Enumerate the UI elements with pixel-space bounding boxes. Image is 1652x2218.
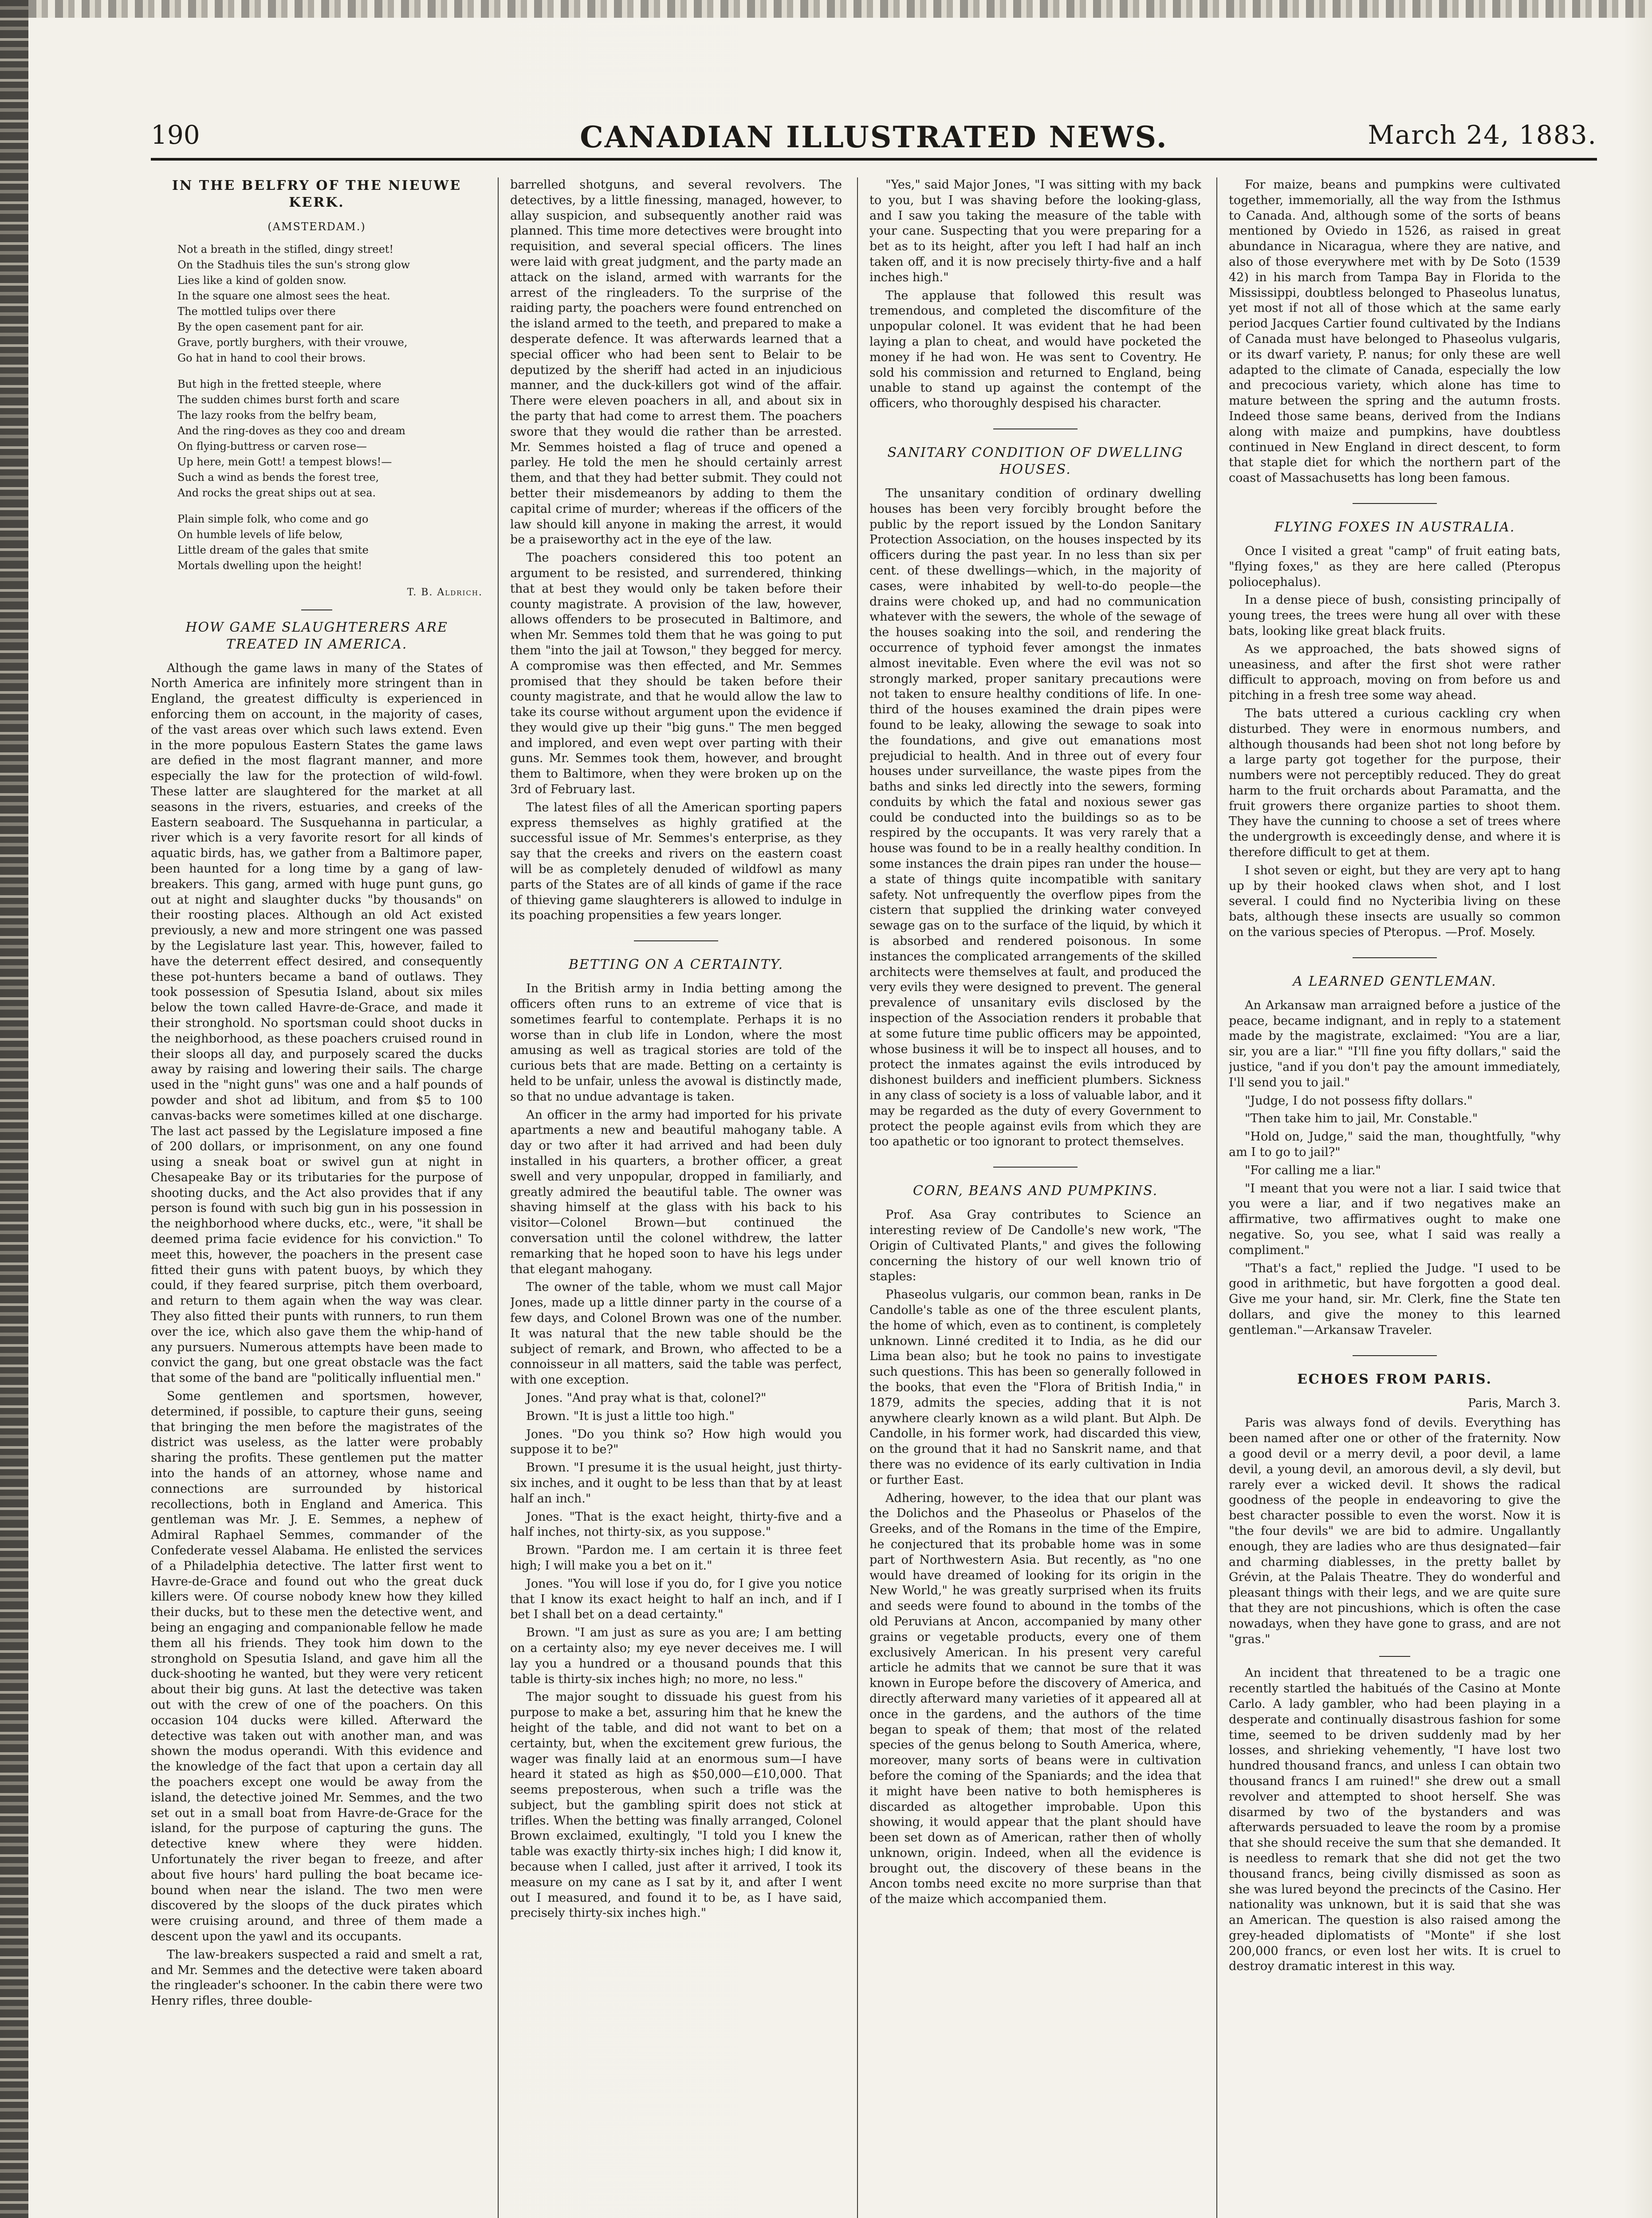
article-paragraph: barrelled shotguns, and several revolvers. The detectives, by a little finessing, managed, however, to allay suspicion, and subsequently another raid was planned. This time more detectives were brought into requisition, and several special officers. The lines were laid with great judgment, and the party made an attack on the island, armed with warrants for the arrest of the ringleaders. To the surprise of the raiding party, the poachers were found entrenched on the island armed to the teeth, and prepared to make a desperate defence. It was afterwards learned that a special officer who had been sent to Belair to be deputized by the sheriff had acted in an injudicious manner, and the duck-killers got wind of the affair. There were eleven poachers in all, and about six in the party that had come to arrest them. The poachers swore that they would die rather than be arrested. Mr. Semmes hoisted a flag of truce and opened a parley. He told the men he should certainly arrest them, and that they had better submit. They could not better their misdemeanors by adding to them the capital crime of murder; whereas if the officers of the law should kill anyone in making the arrest, it would be a praiseworthy act in the eye of the law.: [510, 178, 842, 547]
poem-line: And rocks the great ships out at sea.: [177, 486, 376, 499]
poem-line: Plain simple folk, who come and go: [177, 512, 369, 525]
column-divider: [857, 177, 858, 2218]
article-paragraph: Some gentlemen and sportsmen, however, determined, if possible, to capture their guns, seeing that bringing the men before the magistrates of the district was useless, as the latter were probably sharing the profits. These gentlemen put the matter into the hands of an attorney, whose name and connections are surrounded by historical recollections, both in England and America. This gentleman was Mr. J. E. Semmes, a nephew of Admiral Raphael Semmes, commander of the Confederate vessel Alabama. He enlisted the services of a Philadelphia detective. The latter first went to Havre-de-Grace and found out who the great duck killers were. Of course nobody knew how they killed their ducks, but to these men the detective went, and being an engaging and companionable fellow he made them all his friends. They took him down to the stronghold on Spesutia Island, and gave him all the duck-shooting he wanted, but they were very reticent about their big guns. At last the detective was taken out with the crew of one of the poachers. On this occasion 104 ducks were killed. Afterward the detective was taken out with another man, and was shown the modus operandi. With this evidence and the knowledge of the fact that upon a certain day all the poachers except one would be away from the island, the detective joined Mr. Semmes, and the two set out in a small boat from Havre-de-Grace for the island, for the purpose of capturing the guns. The detective knew where they were hidden. Unfortunately the river began to freeze, and after about five hours' hard pulling the boat became ice-bound when near the island. The two men were discovered by the sloops of the duck pirates which were cruising around, and three of them made a descent upon the yawl and its occupants.: [151, 1389, 483, 1943]
article-paragraph: Jones. "That is the exact height, thirty-five and a half inches, not thirty-six, as you suppose.": [510, 1510, 842, 1539]
poem-title: IN THE BELFRY OF THE NIEUWE KERK.: [172, 178, 462, 210]
masthead-rule: [151, 158, 1597, 161]
poem-line: Little dream of the gales that smite: [177, 543, 369, 556]
poem-line: In the square one almost sees the heat.: [177, 289, 390, 302]
article-paragraph: The latest files of all the American sporting papers express themselves as highly gratified at the successful issue of Mr. Semmes's enterprise, as they say that the creeks and rivers on the eastern coast will be as completely denuded of wildfowl as many parts of the States are of all kinds of game if the race of thieving game slaughterers is allowed to indulge in its poaching propensities a few years longer.: [510, 800, 842, 923]
column-divider: [1216, 177, 1217, 2218]
article-paragraph: "I meant that you were not a liar. I said twice that you were a liar, and if two negatives make an affirmative, two affirmatives ought to make one negative. So, you see, what I said was really a compliment.": [1229, 1181, 1561, 1257]
article-paragraph: An Arkansaw man arraigned before a justice of the peace, became indignant, and in reply to a statement made by the magistrate, exclaimed: "You are a liar, sir, you are a liar." "I'll fine you fifty dollars," said the justice, "and if you don't pay the amount immediately, I'll send you to jail.": [1229, 998, 1561, 1089]
poem-line: On flying-buttress or carven rose—: [177, 440, 367, 452]
separator-rule: [634, 940, 718, 941]
poem-subtitle: (AMSTERDAM.): [267, 220, 366, 233]
masthead: [151, 120, 1597, 160]
poem-line: The lazy rooks from the belfry beam,: [177, 409, 377, 421]
article-title: ECHOES FROM PARIS.: [1297, 1371, 1492, 1387]
separator-rule: [1379, 1656, 1410, 1657]
article-paragraph: The law-breakers suspected a raid and smelt a rat, and Mr. Semmes and the detective were taken aboard the ringleader's schooner. In the cabin there were two Henry rifles, three double-: [151, 1947, 483, 2008]
article-paragraph: Phaseolus vulgaris, our common bean, ranks in De Candolle's table as one of the three esculent plants, the home of which, even as to continent, is completely unknown. Linné credited it to India, as he did our Lima bean also; but he took no pains to investigate such questions. This has been so generally followed in the books, that even the "Flora of British India," in 1879, admits the species, adding that it is not anywhere clearly known as a wild plant. But Alph. De Candolle, in his former work, had discarded this view, on the ground that it had no Sanskrit name, and that there was no evidence of its early cultivation in India or further East.: [869, 1288, 1201, 1487]
article-paragraph: The applause that followed this result was tremendous, and completed the discomfiture of the unpopular colonel. It was evident that he had been laying a plan to cheat, and would have pocketed the money if he had won. He was sent to Coventry. He sold his commission and returned to England, being unable to stand up against the contempt of the officers, who thoroughly despised his character.: [869, 288, 1201, 411]
journal-title: CANADIAN ILLUSTRATED NEWS.: [580, 120, 1168, 154]
article-paragraph: Jones. "And pray what is that, colonel?": [526, 1391, 767, 1405]
column-4: [1229, 177, 1561, 2218]
article-paragraph: Adhering, however, to the idea that our plant was the Dolichos and the Phaseolus or Phaselos of the Greeks, and of the Romans in the time of the Empire, he conjectured that its probable home was in some part of Northwestern Asia. But recently, as "no one would have dreamed of looking for its origin in the New World," he was greatly surprised when its fruits and seeds were found to abound in the tombs of the old Peruvians at Ancon, accompanied by many other grains or vegetable products, every one of them exclusively American. In his present very careful article he admits that we cannot be sure that it was known in Europe before the discovery of America, and directly afterward many varieties of it appeared all at once in the gardens, and the authors of the time began to speak of them; that most of the related species of the genus belong to South America, where, moreover, many sorts of beans were in cultivation before the coming of the Spaniards; and the idea that it might have been native to both hemispheres is discarded as altogether improbable. Upon this showing, it would appear that the plant should have been set down as of American, rather then of wholly unknown, origin. Indeed, when all the evidence is brought out, the discovery of these beans in the Ancon tombs need excite no more surprise than that of the maize which accompanied them.: [869, 1491, 1201, 1907]
article-paragraph: The bats uttered a curious cackling cry when disturbed. They were in enormous numbers, and although thousands had been shot not long before by a large party got together for the purpose, their numbers were not perceptibly reduced. They do great harm to the fruit orchards about Paramatta, and the fruit growers there organize parties to shoot them. They have the cunning to choose a set of trees where the undergrowth is exceedingly dense, and where it is therefore difficult to get at them.: [1229, 706, 1561, 860]
article-paragraph: Although the game laws in many of the States of North America are infinitely more stringent than in England, the greatest difficulty is experienced in enforcing them on account, in the majority of cases, of the vast areas over which such laws extend. Even in the more populous Eastern States the game laws are defied in the most flagrant manner, and more especially the law for the protection of wild-fowl. These latter are slaughtered for the market at all seasons in the rivers, estuaries, and creeks of the Eastern seaboard. The Susquehanna in particular, a river which is a very favorite resort for all kinds of aquatic birds, has, we gather from a Baltimore paper, been haunted for a long time by a gang of law-breakers. This gang, armed with huge punt guns, go out at night and slaughter ducks "by thousands" on their roosting places. Although an old Act existed previously, a new and more stringent one was passed by the Legislature last year. This, however, failed to have the deterrent effect desired, and consequently these pot-hunters became a band of outlaws. They took possession of Spesutia Island, about six miles below the town called Havre-de-Grace, and made it their stronghold. No sportsman could shoot ducks in the neighborhood, as these poachers cruised round in their sloops all day, and purposely scared the ducks away by raising and lowering their sails. The charge used in the "night guns" was one and a half pounds of powder and shot ad libitum, and from $5 to 100 canvas-backs were sometimes killed at one discharge. The last act passed by the Legislature imposed a fine of 200 dollars, or imprisonment, on any one found using a sneak boat or swivel gun at night in Chesapeake Bay or its tributaries for the purpose of shooting ducks, and the Act also provides that if any person is found with such big gun in his possession in the neighborhood where ducks, etc., were, "it shall be deemed prima facie evidence for his conviction." To meet this, however, the poachers in the present case fitted their guns with patent buoys, by which they could, if they feared surprise, pitch them overboard, and return to them again when the way was clear. They also fitted their punts with runners, to run them over the ice, which also gave them the whip-hand of any pursuers. Numerous attempts have been made to convict the gang, but one great obstacle was the fact that some of the band are "politically influential men.": [151, 661, 483, 1385]
article-paragraph: "That's a fact," replied the Judge. "I used to be good in arithmetic, but have forgotten a good deal. Give me your hand, sir. Mr. Clerk, fine the State ten dollars, and give the money to this learned gentleman."—Arkansaw Traveler.: [1229, 1261, 1561, 1337]
poem-line: Up here, mein Gott! a tempest blows!—: [177, 455, 392, 468]
article-paragraph: The poachers considered this too potent an argument to be resisted, and surrendered, thinking that at best they would only be taken before their county magistrate. A provision of the law, however, allows offenders to be prosecuted in Baltimore, and when Mr. Semmes told them that he was going to put them "into the jail at Towson," they begged for mercy. A compromise was then effected, and Mr. Semmes promised that they should be taken before their county magistrate, and that he would allow the law to take its course without argument upon the evidence if they would give up their "big guns." The men begged and implored, and even wept over parting with their guns. Mr. Semmes took them, however, and brought them to Baltimore, when they were broken up on the 3rd of February last.: [510, 551, 842, 797]
article-paragraph: In the British army in India betting among the officers often runs to an extreme of vice that is sometimes fearful to contemplate. Perhaps it is no worse than in club life in London, where the most amusing as well as tragical stories are told of the curious bets that are made. Betting on a certainty is held to be unfair, unless the avowal is distinctly made, so that no undue advantage is taken.: [510, 982, 842, 1104]
poem-line: And the ring-doves as they coo and dream: [177, 424, 405, 437]
article-paragraph: "Then take him to jail, Mr. Constable.": [1245, 1112, 1478, 1126]
poem-line: But high in the fretted steeple, where: [177, 378, 382, 390]
article-paragraph: The unsanitary condition of ordinary dwelling houses has been very forcibly brought before the public by the report issued by the London Sanitary Protection Association, on the houses inspected by its officers during the past year. In no less than six per cent. of these dwellings—which, in the majority of cases, were inhabited by well-to-do people—the drains were choked up, and had no communication whatever with the sewers, the whole of the sewage of the houses soaking into the soil, and rendering the occurrence of typhoid fever amongst the inmates almost inevitable. Even where the evil was not so strongly marked, proper sanitary precautions were not taken to ensure healthy conditions of life. In one-third of the houses examined the drain pipes were found to be leaky, allowing the sewage to soak into the foundations, and give out emanations most prejudicial to health. And in three out of every four houses under surveillance, the waste pipes from the baths and sinks led directly into the sewers, forming conduits by which the fatal and noxious sewer gas could be conducted into the buildings so as to be respired by the occupants. It was very rarely that a house was found to be in a really healthy condition. In some instances the drain pipes ran under the house—a state of things quite incompatible with sanitary safety. Not unfrequently the overflow pipes from the cistern that supplied the drinking water conveyed sewage gas on to the surface of the liquid, by which it is absorbed and rendered poisonous. In some instances the complicated arrangements of the skilled architects were themselves at fault, and produced the very evils they were designed to prevent. The general prevalence of unsanitary evils disclosed by the inspection of the Association renders it probable that at some future time public officers may be appointed, whose business it will be to inspect all houses, and to protect the inmates against the evils introduced by dishonest builders and inefficient plumbers. Sickness in any class of society is a loss of valuable labor, and it may be regarded as the duty of every Government to protect the people against evils from which they are too apathetic or too ignorant to protect themselves.: [869, 486, 1201, 1149]
article-paragraph: As we approached, the bats showed signs of uneasiness, and after the first shot were rather difficult to approach, moving on from before us and pitching in a fresh tree some way ahead.: [1229, 642, 1561, 703]
dateline: Paris, March 3.: [1467, 1396, 1561, 1410]
column-3: [869, 177, 1201, 2218]
page-number: 190: [151, 120, 200, 150]
poem-line: Go hat in hand to cool their brows.: [177, 351, 366, 364]
separator-rule: [1353, 503, 1437, 504]
article-title: BETTING ON A CERTAINTY.: [568, 957, 784, 973]
poem-line: Such a wind as bends the forest tree,: [177, 471, 379, 484]
article-paragraph: Brown. "I am just as sure as you are; I am betting on a certainty also; my eye never deceives me. I will lay you a hundred or a thousand pounds that this table is thirty-six inches high; no more, no less.": [510, 1626, 842, 1686]
torn-page-edge: [0, 0, 28, 2218]
column-1: [151, 177, 483, 2218]
article-paragraph: In a dense piece of bush, consisting principally of young trees, the trees were hung all over with these bats, looking like great black fruits.: [1229, 593, 1561, 638]
column-2: [510, 177, 842, 2218]
poem-line: The mottled tulips over there: [177, 305, 336, 318]
article-paragraph: Brown. "It is just a little too high.": [526, 1409, 735, 1423]
article-paragraph: "For calling me a liar.": [1245, 1163, 1381, 1177]
article-paragraph: I shot seven or eight, but they are very apt to hang up by their hooked claws when shot, and I lost several. I could find no Nycteribia living on these bats, although these insects are usually so common on the various species of Pteropus. —Prof. Mosely.: [1229, 863, 1561, 940]
poem-line: By the open casement pant for air.: [177, 320, 364, 333]
poem-line: On the Stadhuis tiles the sun's strong glow: [177, 258, 410, 271]
article-paragraph: "Judge, I do not possess fifty dollars.": [1245, 1093, 1473, 1108]
article-title: A LEARNED GENTLEMAN.: [1293, 973, 1497, 989]
article-paragraph: An officer in the army had imported for his private apartments a new and beautiful mahogany table. A day or two after it had arrived and had been duly installed in his quarters, a brother officer, a great swell and very unpopular, dropped in familiarly, and greatly admired the beautiful table. The owner was shaving himself at the glass with his back to his visitor—Colonel Brown—but continued the conversation until the colonel withdrew, the latter remarking that he hoped soon to have his legs under that elegant mahogany.: [510, 1108, 842, 1276]
poem-stanza: [151, 243, 483, 365]
poem-line: Not a breath in the stifled, dingy street!: [177, 243, 394, 256]
article-paragraph: Once I visited a great "camp" of fruit eating bats, "flying foxes," as they are here called (Pteropus poliocephalus).: [1229, 544, 1561, 589]
article-paragraph: Jones. "Do you think so? How high would you suppose it to be?": [510, 1427, 842, 1457]
separator-rule: [1353, 1355, 1437, 1356]
article-paragraph: Jones. "You will lose if you do, for I give you notice that I know its exact height to half an inch, and if I bet I shall bet on a dead certainty.": [510, 1577, 842, 1622]
article-title: SANITARY CONDITION OF DWELLING HOUSES.: [887, 444, 1184, 477]
article-paragraph: Paris was always fond of devils. Everything has been named after one or other of the fraternity. Now a good devil or a merry devil, a poor devil, a lame devil, a young devil, an amorous devil, a sly devil, but rarely ever a wicked devil. It shows the radical goodness of the people in endeavoring to give the best character possible to even the worst. Now it is "the four devils" we are bid to admire. Ungallantly enough, they are ladies who are thus designated—fair and charming diablesses, in the pretty ballet by Grévin, at the Palais Theatre. They do wonderful and pleasant things with their legs, and we are quite sure that they are not pincushions, which is often the case nowadays, when they have gone to grass, and are not "gras.": [1229, 1416, 1561, 1646]
scan-top-margin: [28, 0, 1652, 18]
poem-author: T. B. Aldrich.: [407, 586, 483, 598]
article-paragraph: "Yes," said Major Jones, "I was sitting with my back to you, but I was shaving before the looking-glass, and I saw you taking the measure of the table with your cane. Suspecting that you were preparing for a bet as to its height, after you left I had half an inch taken off, and it is now precisely thirty-five and a half inches high.": [869, 178, 1201, 284]
article-paragraph: For maize, beans and pumpkins were cultivated together, immemorially, all the way from the Isthmus to Canada. And, although some of the sorts of beans mentioned by Oviedo in 1526, as raised in great abundance in Nicaragua, where they are native, and also of those everywhere met with by De Soto (1539 42) in his march from Tampa Bay in Florida to the Mississippi, doubtless belonged to Phaseolus lunatus, yet most if not all of those which at the same early period Jacques Cartier found cultivated by the Indians of Canada must have belonged to Phaseolus vulgaris, or its dwarf variety, P. nanus; for only these are well adapted to the climate of Canada, especially the low and precocious variety, which alone has time to mature between the spring and the autumn frosts. Indeed those same beans, derived from the Indians along with maize and pumpkins, have doubtless continued in New England in direct descent, to form that staple diet for which the northern part of the coast of Massachusetts has long been famous.: [1229, 178, 1561, 485]
separator-rule: [993, 1167, 1078, 1168]
poem-line: Grave, portly burghers, with their vrouwe,: [177, 336, 408, 349]
column-divider: [498, 177, 499, 2218]
article-paragraph: Prof. Asa Gray contributes to Science an interesting review of De Candolle's new work, "The Origin of Cultivated Plants," and gives the following concerning the history of our well known trio of staples:: [869, 1208, 1201, 1284]
article-paragraph: An incident that threatened to be a tragic one recently startled the habitués of the Casino at Monte Carlo. A lady gambler, who had been playing in a desperate and continually disastrous fashion for some time, seemed to be driven suddenly mad by her losses, and shrieking vehemently, "I have lost two hundred thousand francs, and unless I can obtain two thousand francs I am ruined!" she drew out a small revolver and attempted to shoot herself. She was disarmed by two of the bystanders and was afterwards persuaded to leave the room by a promise that she should receive the sum that she demanded. It is needless to remark that she did not get the two thousand francs, being civilly dismissed as soon as she was lured beyond the precincts of the Casino. Her nationality was unknown, but it is said that she was an American. The question is also raised among the grey-headed diplomatists of "Monte" if she lost 200,000 francs, or even lost her wits. It is cruel to destroy dramatic interest in this way.: [1229, 1666, 1561, 1974]
article-title: CORN, BEANS AND PUMPKINS.: [913, 1183, 1158, 1199]
article-title: HOW GAME SLAUGHTERERS ARE TREATED IN AMERICA.: [185, 619, 448, 652]
article-paragraph: The owner of the table, whom we must call Major Jones, made up a little dinner party in the course of a few days, and Colonel Brown was one of the number. It was natural that the new table should be the subject of remark, and Brown, who affected to be a connoisseur in all matters, said the table was perfect, with one exception.: [510, 1280, 842, 1387]
separator-rule: [1353, 957, 1437, 958]
article-paragraph: Brown. "I presume it is the usual height, just thirty-six inches, and it ought to be less than that by at least half an inch.": [510, 1461, 842, 1506]
poem-line: On humble levels of life below,: [177, 528, 343, 541]
poem-stanza: [151, 378, 483, 500]
article-paragraph: The major sought to dissuade his guest from his purpose to make a bet, assuring him that he knew the height of the table, and did not want to bet on a certainty, but, when the excitement grew furious, the wager was finally laid at an enormous sum—I have heard it stated as high as $50,000—£10,000. That seems preposterous, when such a trifle was the subject, but the gambling spirit does not stick at trifles. When the betting was finally arranged, Colonel Brown exclaimed, exultingly, "I told you I knew the table was exactly thirty-six inches high; I did know it, because when I called, just after it arrived, I took its measure on my cane as I sat by it, and after I went out I measured, and found it to be, as I have said, precisely thirty-six inches high.": [510, 1690, 842, 1920]
article-paragraph: "Hold on, Judge," said the man, thoughtfully, "why am I to go to jail?": [1229, 1130, 1561, 1160]
article-paragraph: Brown. "Pardon me. I am certain it is three feet high; I will make you a bet on it.": [510, 1543, 842, 1573]
issue-date: March 24, 1883.: [1368, 120, 1597, 150]
poem-stanza: [151, 512, 483, 573]
article-title: FLYING FOXES IN AUSTRALIA.: [1274, 519, 1515, 535]
poem-line: Lies like a kind of golden snow.: [177, 274, 346, 287]
poem-line: Mortals dwelling upon the height!: [177, 559, 362, 572]
poem-line: The sudden chimes burst forth and scare: [177, 393, 400, 406]
